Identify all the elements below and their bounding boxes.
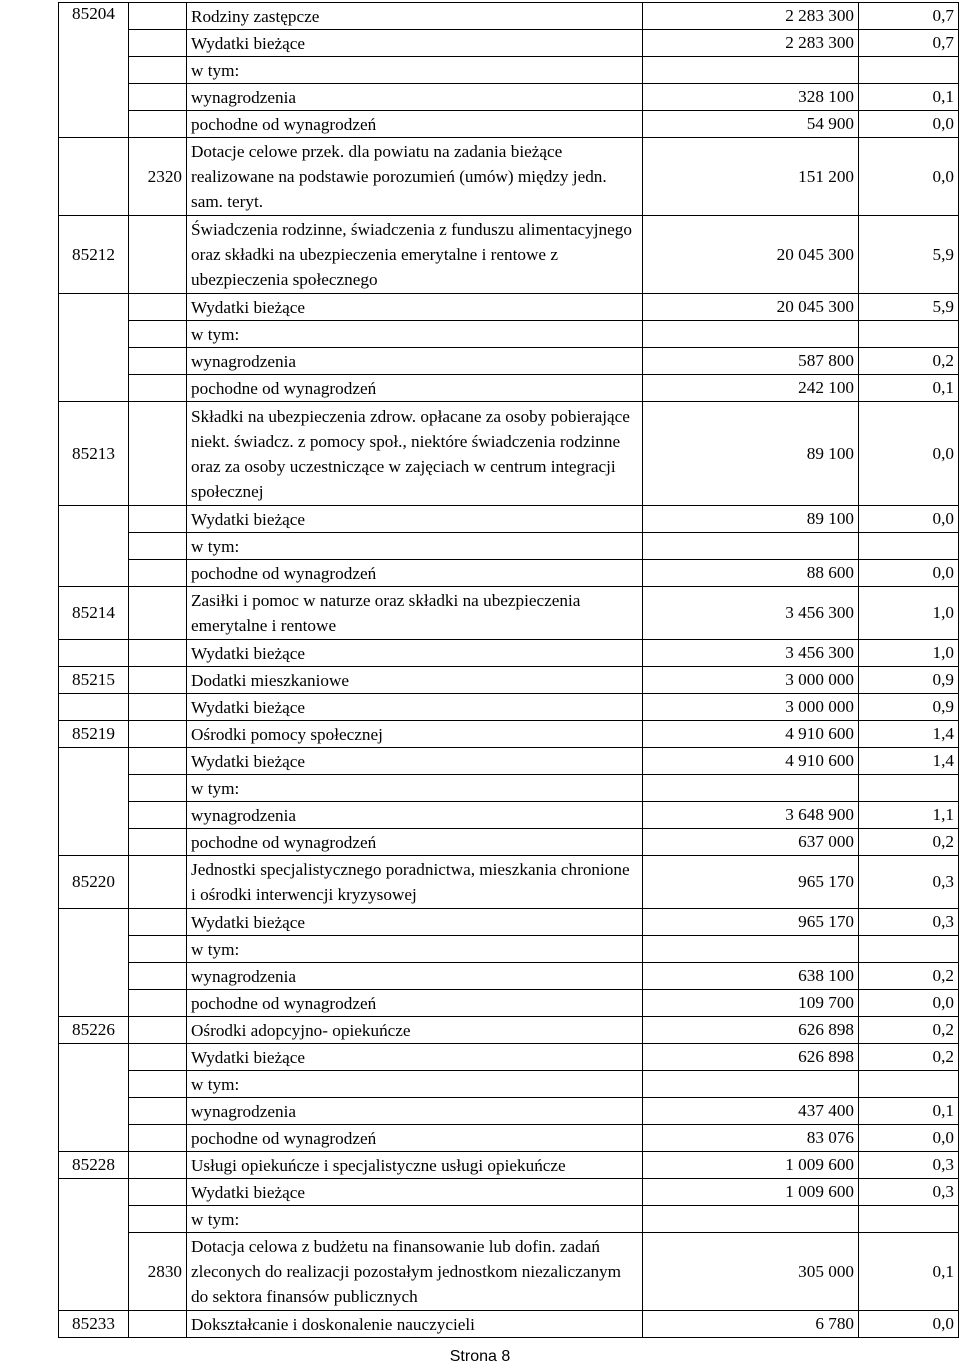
row-percent: 0,0 — [859, 990, 959, 1017]
table-row — [59, 560, 959, 587]
row-percent: 0,0 — [859, 506, 959, 533]
row-percent: 5,9 — [859, 294, 959, 321]
row-amount: 20 045 300 — [643, 294, 859, 321]
row-amount — [643, 533, 859, 560]
table-row — [59, 936, 959, 963]
table-row — [59, 1071, 959, 1098]
paragraph-code — [129, 990, 187, 1017]
row-amount: 3 456 300 — [643, 640, 859, 667]
row-amount: 54 900 — [643, 111, 859, 138]
row-percent: 0,3 — [859, 856, 959, 909]
row-description: Wydatki bieżące — [187, 909, 643, 936]
table-row — [59, 1206, 959, 1233]
row-percent: 0,7 — [859, 30, 959, 57]
paragraph-code — [129, 963, 187, 990]
row-percent: 1,0 — [859, 640, 959, 667]
row-description: Wydatki bieżące — [187, 294, 643, 321]
row-amount: 6 780 — [643, 1311, 859, 1338]
paragraph-code — [129, 375, 187, 402]
row-description: wynagrodzenia — [187, 84, 643, 111]
row-percent: 1,0 — [859, 587, 959, 640]
table-row — [59, 375, 959, 402]
section-code: 85213 — [59, 402, 129, 506]
row-amount: 965 170 — [643, 909, 859, 936]
row-percent: 0,2 — [859, 829, 959, 856]
paragraph-code — [129, 216, 187, 294]
paragraph-code — [129, 84, 187, 111]
paragraph-code — [129, 1071, 187, 1098]
section-code — [59, 138, 129, 216]
section-code — [59, 909, 129, 1017]
row-description: Wydatki bieżące — [187, 694, 643, 721]
table-row — [59, 587, 959, 640]
table-row — [59, 3, 959, 30]
row-description: Zasiłki i pomoc w naturze oraz składki na ubezpieczenia emerytalne i rentowe — [187, 587, 643, 640]
row-percent — [859, 321, 959, 348]
row-description: pochodne od wynagrodzeń — [187, 111, 643, 138]
paragraph-code — [129, 402, 187, 506]
row-amount: 151 200 — [643, 138, 859, 216]
row-percent — [859, 775, 959, 802]
table-row — [59, 84, 959, 111]
table-row — [59, 721, 959, 748]
row-percent: 0,1 — [859, 84, 959, 111]
paragraph-code — [129, 3, 187, 30]
row-description: Wydatki bieżące — [187, 1179, 643, 1206]
row-percent: 0,0 — [859, 560, 959, 587]
table-row — [59, 533, 959, 560]
paragraph-code — [129, 640, 187, 667]
paragraph-code — [129, 1311, 187, 1338]
row-percent — [859, 57, 959, 84]
section-code — [59, 748, 129, 856]
row-amount: 637 000 — [643, 829, 859, 856]
table-row — [59, 111, 959, 138]
row-description: Wydatki bieżące — [187, 30, 643, 57]
section-code: 85233 — [59, 1311, 129, 1338]
row-amount: 965 170 — [643, 856, 859, 909]
row-description: wynagrodzenia — [187, 1098, 643, 1125]
paragraph-code: 2830 — [129, 1233, 187, 1311]
row-description: w tym: — [187, 1071, 643, 1098]
section-code — [59, 640, 129, 667]
paragraph-code — [129, 1098, 187, 1125]
row-amount: 638 100 — [643, 963, 859, 990]
table-row — [59, 30, 959, 57]
row-amount: 587 800 — [643, 348, 859, 375]
row-description: w tym: — [187, 533, 643, 560]
row-percent: 1,4 — [859, 748, 959, 775]
table-row — [59, 294, 959, 321]
row-amount: 2 283 300 — [643, 3, 859, 30]
section-code: 85215 — [59, 667, 129, 694]
paragraph-code — [129, 1206, 187, 1233]
table-row — [59, 216, 959, 294]
table-row — [59, 802, 959, 829]
table-row — [59, 57, 959, 84]
row-percent — [859, 1071, 959, 1098]
row-description: pochodne od wynagrodzeń — [187, 1125, 643, 1152]
table-row — [59, 1017, 959, 1044]
paragraph-code — [129, 748, 187, 775]
table-row — [59, 321, 959, 348]
section-code — [59, 294, 129, 402]
row-amount: 1 009 600 — [643, 1179, 859, 1206]
table-row — [59, 138, 959, 216]
paragraph-code — [129, 1152, 187, 1179]
paragraph-code — [129, 533, 187, 560]
row-description: Wydatki bieżące — [187, 748, 643, 775]
row-description: Ośrodki adopcyjno- opiekuńcze — [187, 1017, 643, 1044]
row-description: w tym: — [187, 57, 643, 84]
row-amount: 89 100 — [643, 402, 859, 506]
row-amount: 437 400 — [643, 1098, 859, 1125]
row-description: w tym: — [187, 1206, 643, 1233]
paragraph-code — [129, 560, 187, 587]
row-amount: 3 456 300 — [643, 587, 859, 640]
section-code: 85220 — [59, 856, 129, 909]
row-amount: 88 600 — [643, 560, 859, 587]
row-description: w tym: — [187, 321, 643, 348]
row-percent — [859, 1206, 959, 1233]
row-description: pochodne od wynagrodzeń — [187, 375, 643, 402]
row-description: pochodne od wynagrodzeń — [187, 990, 643, 1017]
row-amount: 328 100 — [643, 84, 859, 111]
row-percent: 0,1 — [859, 1233, 959, 1311]
paragraph-code — [129, 909, 187, 936]
row-amount: 20 045 300 — [643, 216, 859, 294]
row-description: wynagrodzenia — [187, 348, 643, 375]
section-code: 85204 — [59, 3, 129, 138]
table-row — [59, 667, 959, 694]
row-amount: 83 076 — [643, 1125, 859, 1152]
row-description: Usługi opiekuńcze i specjalistyczne usługi opiekuńcze — [187, 1152, 643, 1179]
row-amount — [643, 1071, 859, 1098]
row-amount: 305 000 — [643, 1233, 859, 1311]
table-row — [59, 1152, 959, 1179]
paragraph-code — [129, 321, 187, 348]
paragraph-code — [129, 667, 187, 694]
row-percent: 1,4 — [859, 721, 959, 748]
section-code: 85219 — [59, 721, 129, 748]
row-percent: 0,2 — [859, 1044, 959, 1071]
row-amount: 626 898 — [643, 1017, 859, 1044]
row-amount: 89 100 — [643, 506, 859, 533]
paragraph-code — [129, 856, 187, 909]
table-row — [59, 1125, 959, 1152]
row-description: wynagrodzenia — [187, 802, 643, 829]
row-percent — [859, 936, 959, 963]
table-row — [59, 748, 959, 775]
row-amount: 3 000 000 — [643, 694, 859, 721]
row-description: Wydatki bieżące — [187, 640, 643, 667]
table-row — [59, 1233, 959, 1311]
row-description: Dotacje celowe przek. dla powiatu na zadania bieżące realizowane na podstawie porozumień (umów) między jedn. sam. teryt. — [187, 138, 643, 216]
row-percent: 0,3 — [859, 1152, 959, 1179]
row-description: w tym: — [187, 775, 643, 802]
table-row — [59, 775, 959, 802]
row-description: Składki na ubezpieczenia zdrow. opłacane za osoby pobierające niekt. świadcz. z pomocy społ., niektóre świadczenia rodzinne oraz za osoby uczestniczące w zajęciach w centrum integracji społecznej — [187, 402, 643, 506]
table-row — [59, 963, 959, 990]
row-description: Wydatki bieżące — [187, 1044, 643, 1071]
row-percent: 0,2 — [859, 963, 959, 990]
row-description: Ośrodki pomocy społecznej — [187, 721, 643, 748]
row-description: Jednostki specjalistycznego poradnictwa, mieszkania chronione i ośrodki interwencji kryzysowej — [187, 856, 643, 909]
row-percent — [859, 533, 959, 560]
row-percent: 0,2 — [859, 1017, 959, 1044]
row-description: w tym: — [187, 936, 643, 963]
budget-table — [58, 2, 959, 1338]
paragraph-code — [129, 1179, 187, 1206]
paragraph-code — [129, 30, 187, 57]
section-code — [59, 1179, 129, 1311]
paragraph-code — [129, 1017, 187, 1044]
section-code — [59, 1044, 129, 1152]
row-description: Dodatki mieszkaniowe — [187, 667, 643, 694]
row-amount: 626 898 — [643, 1044, 859, 1071]
table-row — [59, 1044, 959, 1071]
paragraph-code — [129, 775, 187, 802]
table-row — [59, 1098, 959, 1125]
row-amount: 242 100 — [643, 375, 859, 402]
row-percent: 0,0 — [859, 111, 959, 138]
table-row — [59, 640, 959, 667]
paragraph-code — [129, 802, 187, 829]
paragraph-code — [129, 294, 187, 321]
paragraph-code — [129, 1125, 187, 1152]
table-row — [59, 829, 959, 856]
row-percent: 1,1 — [859, 802, 959, 829]
table-row — [59, 856, 959, 909]
paragraph-code — [129, 1044, 187, 1071]
row-amount: 1 009 600 — [643, 1152, 859, 1179]
row-description: Dokształcanie i doskonalenie nauczycieli — [187, 1311, 643, 1338]
table-row — [59, 990, 959, 1017]
paragraph-code — [129, 57, 187, 84]
row-amount — [643, 57, 859, 84]
row-amount — [643, 1206, 859, 1233]
row-percent: 0,1 — [859, 1098, 959, 1125]
paragraph-code — [129, 111, 187, 138]
paragraph-code — [129, 721, 187, 748]
row-description: Dotacja celowa z budżetu na finansowanie lub dofin. zadań zleconych do realizacji pozostałym jednostkom niezaliczanym do sektora finansów publicznych — [187, 1233, 643, 1311]
row-amount: 4 910 600 — [643, 721, 859, 748]
table-row — [59, 1311, 959, 1338]
section-code — [59, 506, 129, 587]
row-percent: 0,3 — [859, 909, 959, 936]
row-amount: 3 648 900 — [643, 802, 859, 829]
row-description: wynagrodzenia — [187, 963, 643, 990]
row-amount: 4 910 600 — [643, 748, 859, 775]
row-percent: 0,0 — [859, 138, 959, 216]
paragraph-code — [129, 506, 187, 533]
paragraph-code: 2320 — [129, 138, 187, 216]
table-row — [59, 909, 959, 936]
table-row — [59, 506, 959, 533]
section-code: 85212 — [59, 216, 129, 294]
paragraph-code — [129, 694, 187, 721]
table-row — [59, 694, 959, 721]
row-percent: 5,9 — [859, 216, 959, 294]
row-description: pochodne od wynagrodzeń — [187, 829, 643, 856]
table-row — [59, 402, 959, 506]
paragraph-code — [129, 587, 187, 640]
row-percent: 0,2 — [859, 348, 959, 375]
row-percent: 0,1 — [859, 375, 959, 402]
section-code: 85214 — [59, 587, 129, 640]
row-description: Wydatki bieżące — [187, 506, 643, 533]
row-description: Rodziny zastępcze — [187, 3, 643, 30]
section-code: 85228 — [59, 1152, 129, 1179]
row-amount — [643, 775, 859, 802]
table-row — [59, 1179, 959, 1206]
row-amount — [643, 936, 859, 963]
paragraph-code — [129, 829, 187, 856]
row-amount: 3 000 000 — [643, 667, 859, 694]
row-percent: 0,9 — [859, 694, 959, 721]
row-amount: 109 700 — [643, 990, 859, 1017]
page-number: Strona 8 — [449, 1348, 511, 1365]
table-row — [59, 348, 959, 375]
row-description: pochodne od wynagrodzeń — [187, 560, 643, 587]
row-percent: 0,0 — [859, 402, 959, 506]
row-percent: 0,0 — [859, 1311, 959, 1338]
paragraph-code — [129, 348, 187, 375]
row-amount: 2 283 300 — [643, 30, 859, 57]
row-percent: 0,9 — [859, 667, 959, 694]
row-percent: 0,0 — [859, 1125, 959, 1152]
section-code: 85226 — [59, 1017, 129, 1044]
row-percent: 0,7 — [859, 3, 959, 30]
paragraph-code — [129, 936, 187, 963]
section-code — [59, 694, 129, 721]
row-description: Świadczenia rodzinne, świadczenia z funduszu alimentacyjnego oraz składki na ubezpieczenia emerytalne i rentowe z ubezpieczenia społecznego — [187, 216, 643, 294]
row-amount — [643, 321, 859, 348]
row-percent: 0,3 — [859, 1179, 959, 1206]
